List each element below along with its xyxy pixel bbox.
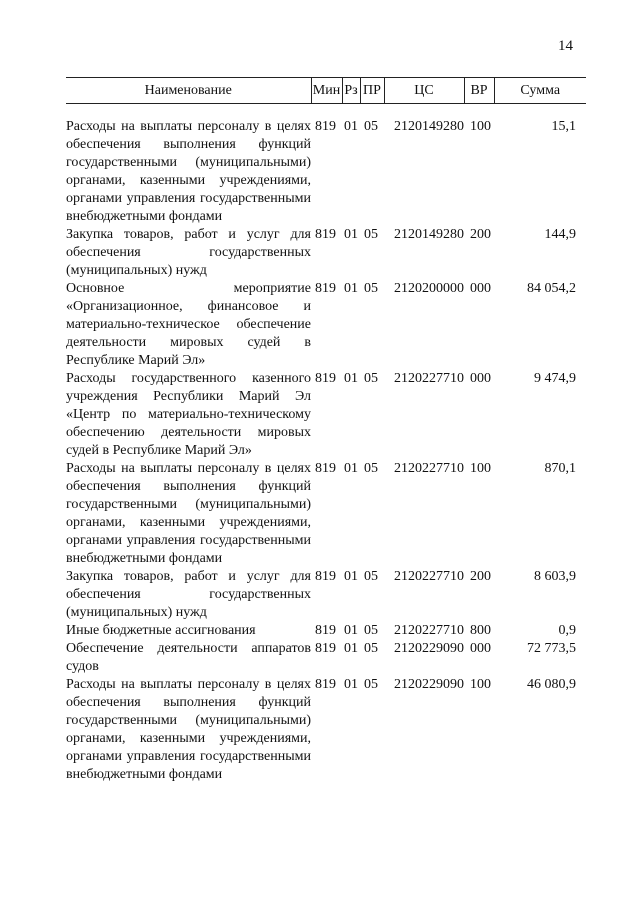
row-exptype: 200 xyxy=(470,227,491,242)
row-amount: 144,9 xyxy=(544,227,576,242)
row-exptype: 800 xyxy=(470,623,491,638)
row-name: Расходы государственного казенного учреждения Республики Марий Эл «Центр по материально-техническому обеспечению деятельности мировых судей в Республике Марий Эл» xyxy=(66,371,311,458)
row-ministry: 819 xyxy=(315,119,336,134)
row-subsection: 05 xyxy=(364,569,378,584)
table-row xyxy=(66,460,586,568)
row-name: Расходы на выплаты персоналу в целях обеспечения выполнения функций государственными (муниципальными) органами, казенными учреждениями, органами управления государственными внебюджетными фондами xyxy=(66,677,311,782)
row-target: 2120149280 xyxy=(394,119,464,134)
row-subsection: 05 xyxy=(364,677,378,692)
row-ministry: 819 xyxy=(315,641,336,656)
row-section: 01 xyxy=(344,569,358,584)
row-section: 01 xyxy=(344,641,358,656)
row-name: Расходы на выплаты персоналу в целях обеспечения выполнения функций государственными (муниципальными) органами, казенными учреждениями, органами управления государственными внебюджетными фондами xyxy=(66,119,311,224)
row-section: 01 xyxy=(344,623,358,638)
header-name: Наименование xyxy=(66,78,311,104)
row-exptype: 000 xyxy=(470,281,491,296)
row-name: Закупка товаров, работ и услуг для обеспечения государственных (муниципальных) нужд xyxy=(66,227,311,278)
row-ministry: 819 xyxy=(315,461,336,476)
row-name: Расходы на выплаты персоналу в целях обеспечения выполнения функций государственными (муниципальными) органами, казенными учреждениями, органами управления государственными внебюджетными фондами xyxy=(66,461,311,566)
table-row xyxy=(66,280,586,370)
row-subsection: 05 xyxy=(364,371,378,386)
budget-table xyxy=(66,77,586,784)
row-target: 2120227710 xyxy=(394,569,464,584)
row-subsection: 05 xyxy=(364,461,378,476)
row-amount: 9 474,9 xyxy=(534,371,576,386)
row-target: 2120229090 xyxy=(394,677,464,692)
row-name: Иные бюджетные ассигнования xyxy=(66,623,256,638)
row-ministry: 819 xyxy=(315,371,336,386)
row-subsection: 05 xyxy=(364,119,378,134)
row-section: 01 xyxy=(344,119,358,134)
row-exptype: 000 xyxy=(470,371,491,386)
row-target: 2120227710 xyxy=(394,371,464,386)
row-subsection: 05 xyxy=(364,281,378,296)
table-row xyxy=(66,370,586,460)
row-section: 01 xyxy=(344,461,358,476)
table-row xyxy=(66,622,586,640)
table-header-row xyxy=(66,78,586,104)
header-spacer xyxy=(66,104,586,119)
row-target: 2120227710 xyxy=(394,623,464,638)
header-subsection: ПР xyxy=(360,78,384,104)
table-row xyxy=(66,568,586,622)
row-section: 01 xyxy=(344,677,358,692)
row-subsection: 05 xyxy=(364,623,378,638)
table-row xyxy=(66,640,586,676)
row-target: 2120229090 xyxy=(394,641,464,656)
row-exptype: 100 xyxy=(470,461,491,476)
row-exptype: 200 xyxy=(470,569,491,584)
header-target: ЦС xyxy=(384,78,464,104)
row-section: 01 xyxy=(344,281,358,296)
row-section: 01 xyxy=(344,227,358,242)
row-ministry: 819 xyxy=(315,569,336,584)
row-exptype: 100 xyxy=(470,677,491,692)
header-section: Рз xyxy=(342,78,360,104)
row-amount: 84 054,2 xyxy=(527,281,576,296)
row-name: Закупка товаров, работ и услуг для обеспечения государственных (муниципальных) нужд xyxy=(66,569,311,620)
row-section: 01 xyxy=(344,371,358,386)
row-amount: 0,9 xyxy=(558,623,576,638)
table-row xyxy=(66,118,586,226)
row-subsection: 05 xyxy=(364,227,378,242)
row-subsection: 05 xyxy=(364,641,378,656)
table-row xyxy=(66,676,586,784)
row-target: 2120149280 xyxy=(394,227,464,242)
row-target: 2120227710 xyxy=(394,461,464,476)
row-amount: 72 773,5 xyxy=(527,641,576,656)
page-number: 14 xyxy=(558,38,573,54)
table-row xyxy=(66,226,586,280)
header-amount: Сумма xyxy=(494,78,586,104)
header-exptype: ВР xyxy=(464,78,494,104)
row-ministry: 819 xyxy=(315,281,336,296)
row-name: Обеспечение деятельности аппаратов судов xyxy=(66,641,311,674)
row-exptype: 100 xyxy=(470,119,491,134)
row-exptype: 000 xyxy=(470,641,491,656)
row-amount: 870,1 xyxy=(544,461,576,476)
row-ministry: 819 xyxy=(315,623,336,638)
row-target: 2120200000 xyxy=(394,281,464,296)
row-amount: 46 080,9 xyxy=(527,677,576,692)
header-ministry: Мин xyxy=(311,78,342,104)
row-ministry: 819 xyxy=(315,677,336,692)
row-amount: 15,1 xyxy=(551,119,576,134)
row-amount: 8 603,9 xyxy=(534,569,576,584)
row-name: Основное мероприятие «Организационное, финансовое и материально-техническое обеспечение деятельности мировых судей в Республике Марий Эл» xyxy=(66,281,311,368)
row-ministry: 819 xyxy=(315,227,336,242)
